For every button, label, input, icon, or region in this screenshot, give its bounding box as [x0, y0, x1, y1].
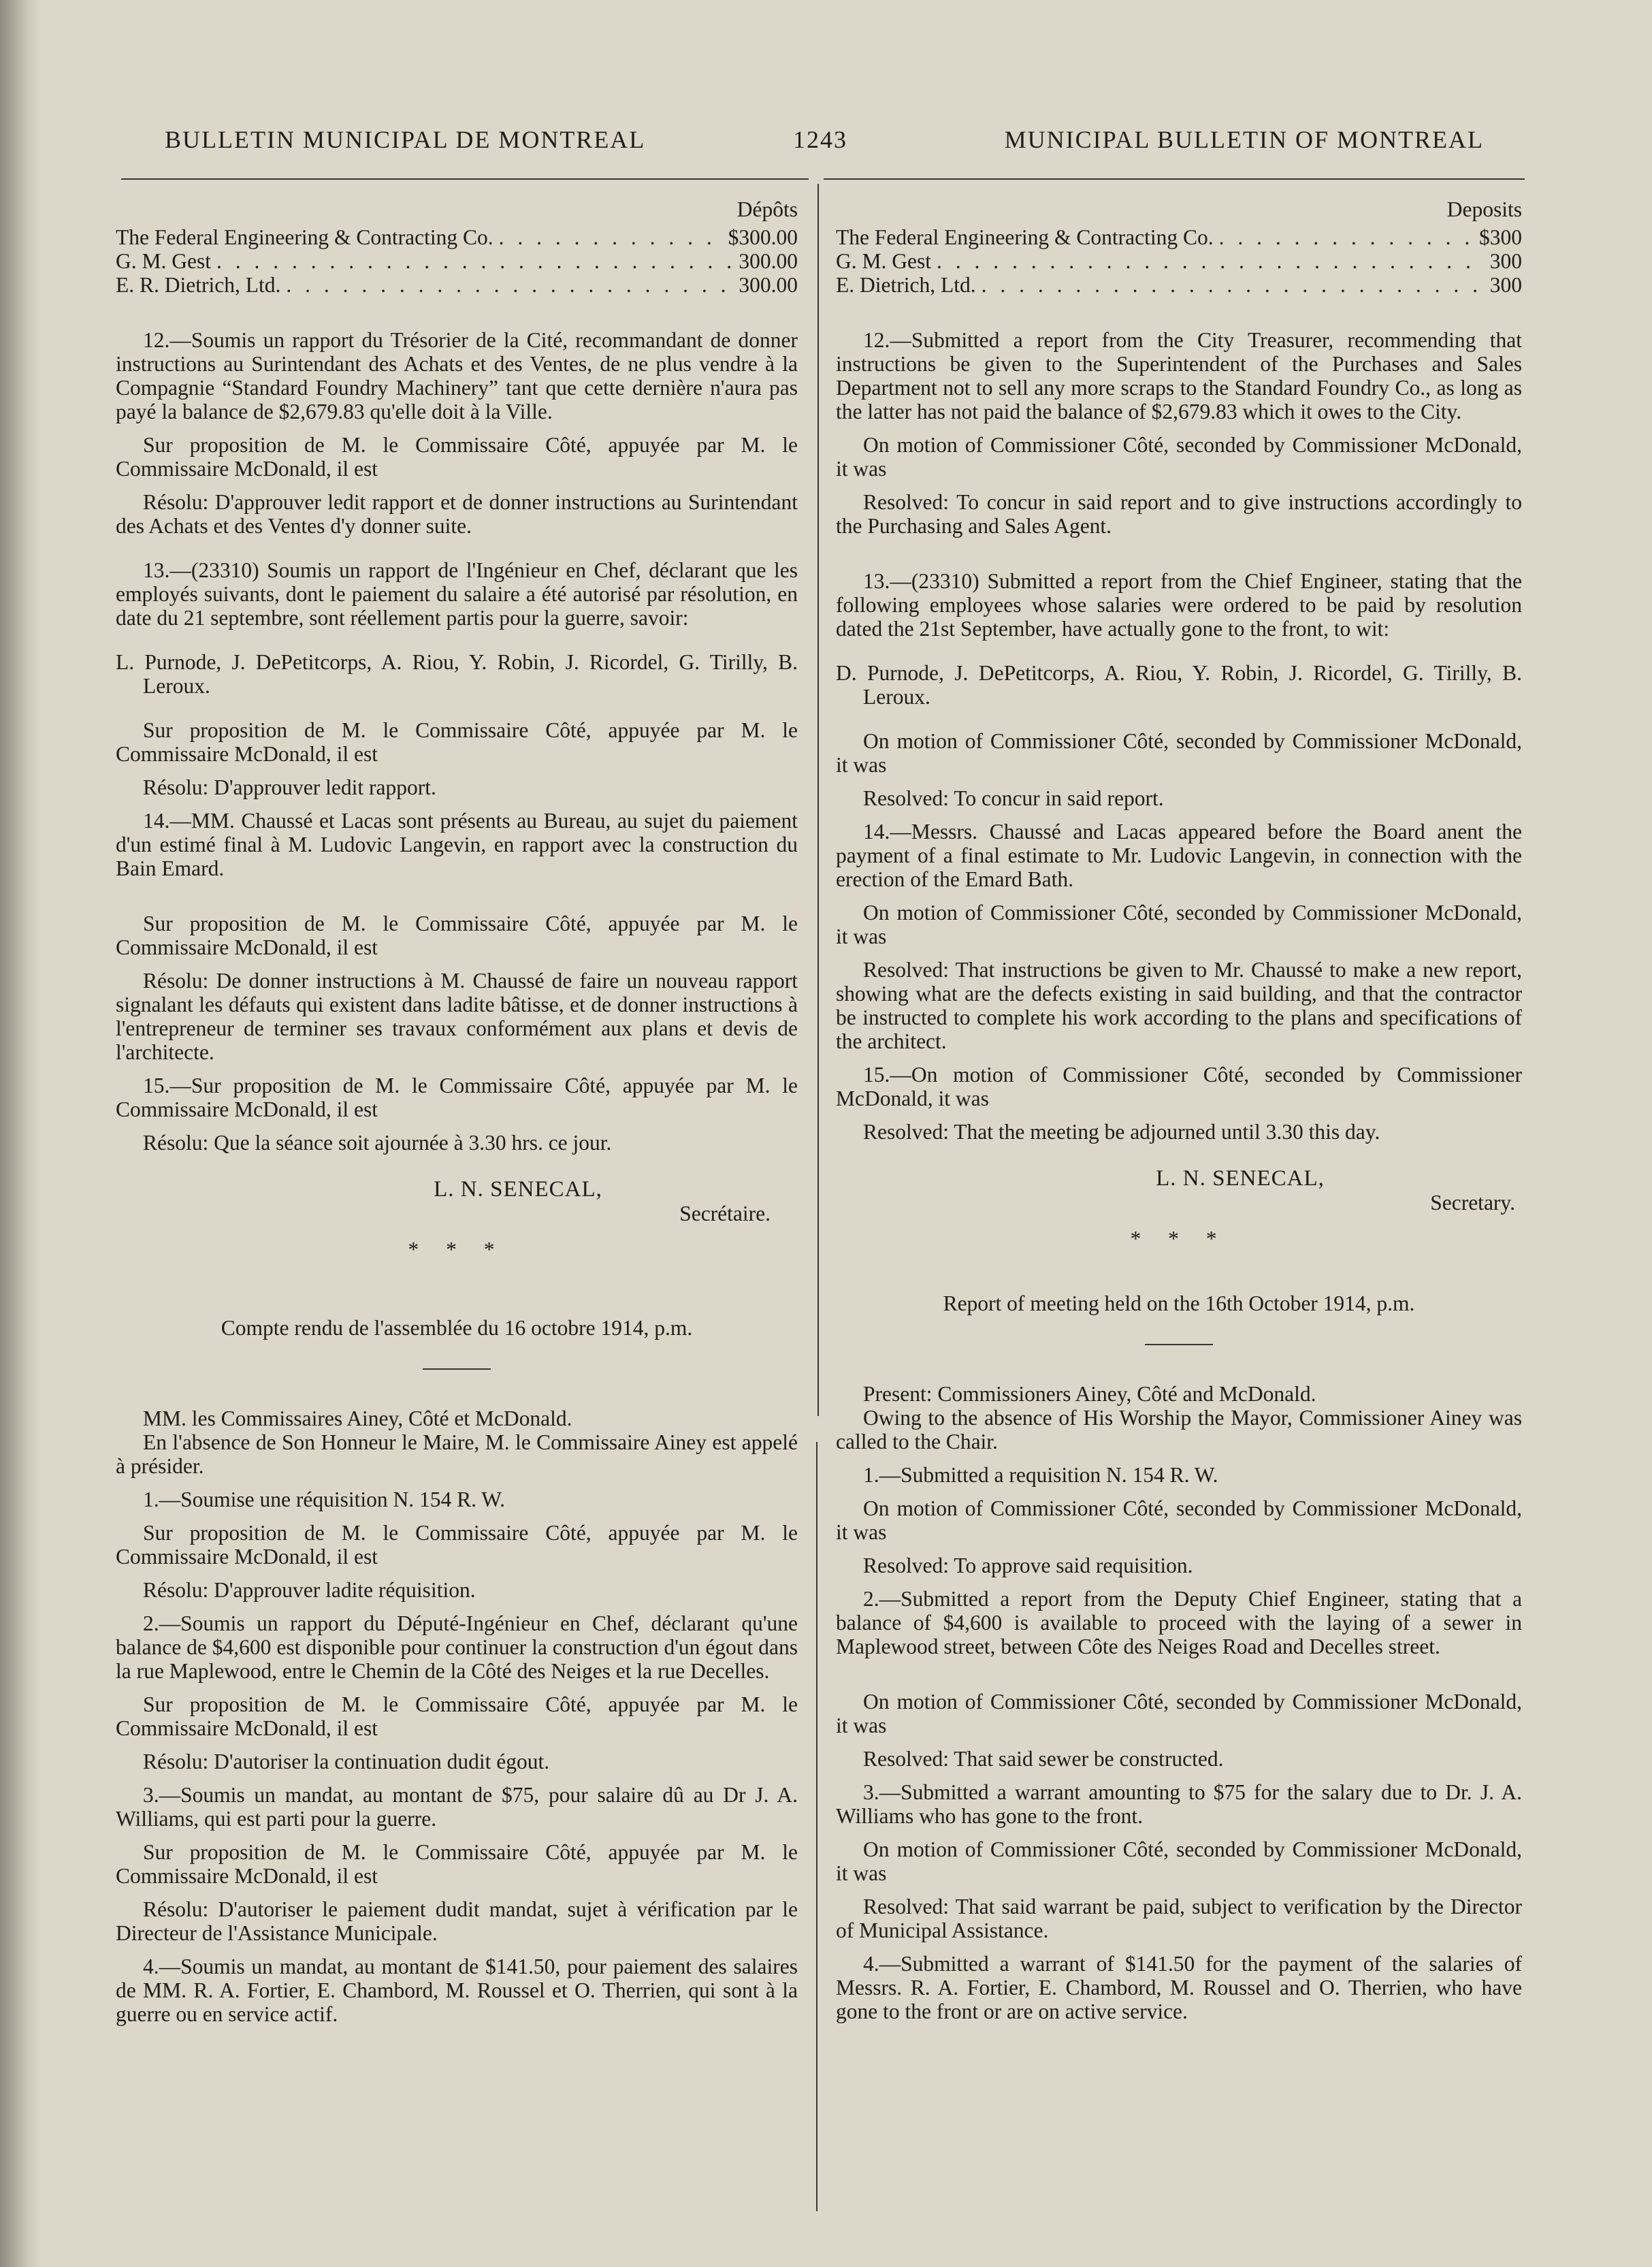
meeting-item-3-motion: Sur proposition de M. le Commissaire Côté, appuyée par M. le Commissaire McDonald, il est — [116, 1840, 798, 1888]
section-separator: * * * — [408, 1238, 506, 1261]
item-14: 14.—MM. Chaussé et Lacas sont présents au Bureau, au sujet du paiement d'un estimé final à M. Ludovic Langevin, en rapport avec la construction du Bain Emard. — [116, 809, 798, 880]
leader-dots — [982, 273, 1485, 297]
present-line: MM. les Commissaires Ainey, Côté et McDonald. — [143, 1406, 572, 1430]
meeting-item-2-resolution: Résolu: D'autoriser la continuation dudit égout. — [143, 1750, 550, 1773]
meeting-item-3-resolution: Résolu: D'autoriser le paiement dudit mandat, sujet à vérification par le Directeur de l'Assistance Municipale. — [116, 1897, 798, 1945]
item-13-motion: Sur proposition de M. le Commissaire Côté, appuyée par M. le Commissaire McDonald, il est — [116, 718, 798, 766]
meeting-item-1: 1.—Submitted a requisition N. 154 R. W. — [863, 1463, 1218, 1487]
title-rule — [1145, 1344, 1213, 1345]
item-13: 13.—(23310) Submitted a report from the Chief Engineer, stating that the following employees whose salaries were ordered to be paid by resolution dated the 21st September, have actually gone to the front, to wit: — [836, 569, 1522, 641]
meeting-item-2-motion: On motion of Commissioner Côté, seconded by Commissioner McDonald, it was — [836, 1690, 1522, 1737]
leader-dots — [286, 273, 733, 297]
meeting-item-2: 2.—Submitted a report from the Deputy Chief Engineer, stating that a balance of $4,600 is available to proceed with the laying of a sewer in Maplewood street, between Côte des Neiges Road and Decelles street. — [836, 1587, 1522, 1658]
leader-dots — [216, 249, 733, 273]
deposit-row — [836, 225, 1522, 249]
item-13-names: D. Purnode, J. DePetitcorps, A. Riou, Y. Robin, J. Ricordel, G. Tirilly, B. Leroux. — [836, 661, 1522, 709]
absence-line: En l'absence de Son Honneur le Maire, M. le Commissaire Ainey est appelé à présider. — [116, 1430, 798, 1478]
deposit-amount: 300.00 — [739, 249, 798, 273]
meeting-item-3-motion: On motion of Commissioner Côté, seconded by Commissioner McDonald, it was — [836, 1837, 1522, 1885]
deposit-amount: 300 — [1489, 249, 1522, 273]
meeting-item-3-resolution: Resolved: That said warrant be paid, subject to verification by the Director of Municipal Assistance. — [836, 1895, 1522, 1942]
item-13-motion: On motion of Commissioner Côté, seconded by Commissioner McDonald, it was — [836, 729, 1522, 777]
header-rule-right — [824, 178, 1525, 180]
meeting-item-4: 4.—Soumis un mandat, au montant de $141.50, pour paiement des salaires de MM. R. A. Fortier, E. Chambord, M. Roussel et O. Therrien, qui sont à la guerre ou en service actif. — [116, 1955, 798, 2026]
deposit-row — [116, 273, 798, 297]
item-12-motion: On motion of Commissioner Côté, seconded by Commissioner McDonald, it was — [836, 433, 1522, 481]
deposit-amount: 300.00 — [739, 273, 798, 297]
signature-role: Secrétaire. — [679, 1202, 771, 1225]
deposit-row — [836, 273, 1522, 297]
signature: L. N. SENECAL, — [1156, 1166, 1325, 1191]
title-rule — [423, 1368, 491, 1370]
absence-line: Owing to the absence of His Worship the Mayor, Commissioner Ainey was called to the Chair. — [836, 1406, 1522, 1453]
item-12-resolution: Resolved: To concur in said report and to give instructions accordingly to the Purchasing and Sales Agent. — [836, 490, 1522, 538]
deposit-amount: $300.00 — [728, 225, 798, 249]
present-line: Present: Commissioners Ainey, Côté and McDonald. — [863, 1382, 1316, 1406]
page-number: 1243 — [793, 126, 847, 153]
meeting-item-3: 3.—Submitted a warrant amounting to $75 for the salary due to Dr. J. A. Williams who has gone to the front. — [836, 1780, 1522, 1828]
deposit-name: E. Dietrich, Ltd. — [836, 273, 976, 297]
header-title-french: BULLETIN MUNICIPAL DE MONTREAL — [165, 126, 646, 153]
item-15-resolution: Résolu: Que la séance soit ajournée à 3.30 hrs. ce jour. — [143, 1131, 612, 1155]
item-12: 12.—Soumis un rapport du Trésorier de la Cité, recommandant de donner instructions au Surintendant des Achats et des Ventes, de ne plus vendre à la Compagnie “Standard Foundry Machinery” tant que cette dernière n'aura pas payé la balance de $2,679.83 qu'elle doit à la Ville. — [116, 328, 798, 423]
item-15: 15.—On motion of Commissioner Côté, seconded by Commissioner McDonald, it was — [836, 1063, 1522, 1110]
deposit-name: E. R. Dietrich, Ltd. — [116, 273, 281, 297]
deposit-name: G. M. Gest — [116, 249, 211, 273]
deposit-name: G. M. Gest — [836, 249, 931, 273]
item-14-motion: Sur proposition de M. le Commissaire Côté, appuyée par M. le Commissaire McDonald, il est — [116, 912, 798, 959]
item-14-resolution: Resolved: That instructions be given to Mr. Chaussé to make a new report, showing what are the defects existing in said building, and that the contractor be instructed to complete his work according to the plans and specifications of the architect. — [836, 958, 1522, 1053]
page-header — [157, 125, 1484, 159]
deposits-label: Deposits — [1446, 197, 1522, 221]
signature: L. N. SENECAL, — [434, 1177, 602, 1202]
leader-dots — [499, 225, 723, 249]
item-12-resolution: Résolu: D'approuver ledit rapport et de donner instructions au Surintendant des Achats et des Ventes d'y donner suite. — [116, 490, 798, 538]
deposit-name: The Federal Engineering & Contracting Co. — [116, 225, 493, 249]
item-14: 14.—Messrs. Chaussé and Lacas appeared before the Board anent the payment of a final estimate to Mr. Ludovic Langevin, in connection with the erection of the Emard Bath. — [836, 820, 1522, 891]
meeting-item-2-resolution: Resolved: That said sewer be constructed. — [863, 1747, 1224, 1771]
item-13-names: L. Purnode, J. DePetitcorps, A. Riou, Y. Robin, J. Ricordel, G. Tirilly, B. Leroux. — [116, 650, 798, 698]
meeting-item-3: 3.—Soumis un mandat, au montant de $75, pour salaire dû au Dr J. A. Williams, qui est parti pour la guerre. — [116, 1783, 798, 1831]
item-12: 12.—Submitted a report from the City Treasurer, recommending that instructions be given to the Superintendent of the Purchases and Sales Department not to sell any more scraps to the Standard Foundry Co., as long as the latter has not paid the balance of $2,679.83 which it owes to the City. — [836, 328, 1522, 423]
meeting-item-1-motion: Sur proposition de M. le Commissaire Côté, appuyée par M. le Commissaire McDonald, il est — [116, 1521, 798, 1569]
french-column — [116, 197, 798, 2026]
report-title: Compte rendu de l'assemblée du 16 octobre 1914, p.m. — [221, 1316, 693, 1340]
header-title-english: MUNICIPAL BULLETIN OF MONTREAL — [1004, 126, 1484, 153]
item-14-resolution: Résolu: De donner instructions à M. Chaussé de faire un nouveau rapport signalant les défauts qui existent dans ladite bâtisse, et de donner instructions à l'entrepreneur de terminer ses travaux conformément aux plans et devis de l'architecte. — [116, 969, 798, 1064]
leader-dots — [937, 249, 1485, 273]
report-title: Report of meeting held on the 16th October 1914, p.m. — [943, 1291, 1415, 1315]
meeting-item-2-motion: Sur proposition de M. le Commissaire Côté, appuyée par M. le Commissaire McDonald, il est — [116, 1692, 798, 1740]
deposit-amount: 300 — [1489, 273, 1522, 297]
english-column — [836, 197, 1522, 2023]
meeting-item-2: 2.—Soumis un rapport du Député-Ingénieur en Chef, déclarant qu'une balance de $4,600 est disponible pour continuer la construction d'un égout dans la rue Maplewood, entre le Chemin de la Côté des Neiges et la rue Decelles. — [116, 1611, 798, 1683]
column-divider-top — [817, 184, 819, 1416]
item-15: 15.—Sur proposition de M. le Commissaire Côté, appuyée par M. le Commissaire McDonald, il est — [116, 1074, 798, 1121]
meeting-item-1: 1.—Soumise une réquisition N. 154 R. W. — [143, 1488, 506, 1511]
deposits-label: Dépôts — [736, 197, 798, 221]
deposit-row — [116, 249, 798, 273]
deposit-row — [836, 249, 1522, 273]
meeting-item-1-resolution: Résolu: D'approuver ladite réquisition. — [143, 1578, 476, 1602]
deposit-amount: $300 — [1479, 225, 1522, 249]
section-separator: * * * — [1130, 1227, 1228, 1251]
header-rule-left — [121, 178, 809, 180]
deposit-row — [116, 225, 798, 249]
item-15-resolution: Resolved: That the meeting be adjourned until 3.30 this day. — [863, 1120, 1380, 1144]
item-12-motion: Sur proposition de M. le Commissaire Côté, appuyée par M. le Commissaire McDonald, il est — [116, 433, 798, 481]
item-13: 13.—(23310) Soumis un rapport de l'Ingénieur en Chef, déclarant que les employés suivants, dont le paiement du salaire a été autorisé par résolution, en date du 21 septembre, sont réellement partis pour la guerre, savoir: — [116, 558, 798, 630]
item-13-resolution: Résolu: D'approuver ledit rapport. — [143, 775, 436, 799]
meeting-item-4: 4.—Submitted a warrant of $141.50 for the payment of the salaries of Messrs. R. A. Fortier, E. Chambord, M. Roussel and O. Therrien, who have gone to the front or are on active service. — [836, 1952, 1522, 2023]
column-divider-bottom — [816, 1442, 817, 2211]
item-13-resolution: Resolved: To concur in said report. — [863, 786, 1164, 810]
leader-dots — [1219, 225, 1474, 249]
meeting-item-1-resolution: Resolved: To approve said requisition. — [863, 1554, 1193, 1577]
signature-role: Secretary. — [1430, 1191, 1515, 1215]
item-14-motion: On motion of Commissioner Côté, seconded by Commissioner McDonald, it was — [836, 901, 1522, 948]
meeting-item-1-motion: On motion of Commissioner Côté, seconded by Commissioner McDonald, it was — [836, 1496, 1522, 1544]
deposit-name: The Federal Engineering & Contracting Co. — [836, 225, 1214, 249]
